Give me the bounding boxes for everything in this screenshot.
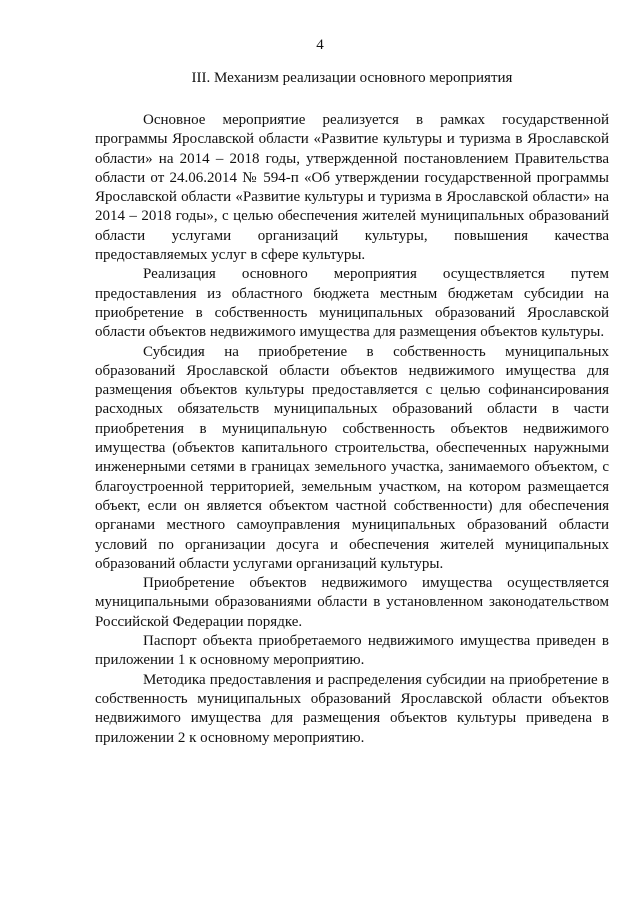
paragraph: Реализация основного мероприятия осуществляется путем предоставления из областного бюджета местным бюджетам субсидии на приобретение в собственность муниципальных образований Ярославской области объектов недвижимого имущества для размещения объектов культуры. <box>95 266 609 341</box>
document-body <box>95 111 609 748</box>
paragraph: Приобретение объектов недвижимого имущества осуществляется муниципальными образованиями области в установленном законодательством Российской Федерации порядке. <box>95 575 609 630</box>
paragraph: Паспорт объекта приобретаемого недвижимого имущества приведен в приложении 1 к основному мероприятию. <box>95 633 609 669</box>
paragraph: Основное мероприятие реализуется в рамках государственной программы Ярославской области «Развитие культуры и туризма в Ярославской области» на 2014 – 2018 годы, утвержденной постановлением Правительства области от 24.06.2014 № 594-п «Об утверждении государственной программы Ярославской области «Развитие культуры и туризма в Ярославской области» на 2014 – 2018 годы», с целью обеспечения жителей муниципальных образований области услугами организаций культуры, повышения качества предоставляемых услуг в сфере культуры. <box>95 112 609 264</box>
paragraph: Субсидия на приобретение в собственность муниципальных образований Ярославской области объектов недвижимого имущества для размещения объектов культуры предоставляется с целью софинансирования расходных обязательств муниципальных образований области в части приобретения в муниципальную собственность объектов недвижимого имущества (объектов капитального строительства, обеспеченных наружными инженерными сетями в границах земельного участка, занимаемого объектом, с благоустроенной территорией, земельным участком, на котором размещается объект, если он является объектом частной собственности) для обеспечения органами местного самоуправления муниципальных образований области условий по организации досуга и обеспечения жителей муниципальных образований области услугами организаций культуры. <box>95 343 609 572</box>
page-number: 4 <box>316 37 324 53</box>
paragraph: Методика предоставления и распределения субсидии на приобретение в собственность муниципальных образований Ярославской области объектов недвижимого имущества для размещения объектов культуры приведена в приложении 2 к основному мероприятию. <box>95 671 609 746</box>
section-heading: III. Механизм реализации основного мероприятия <box>191 70 513 86</box>
